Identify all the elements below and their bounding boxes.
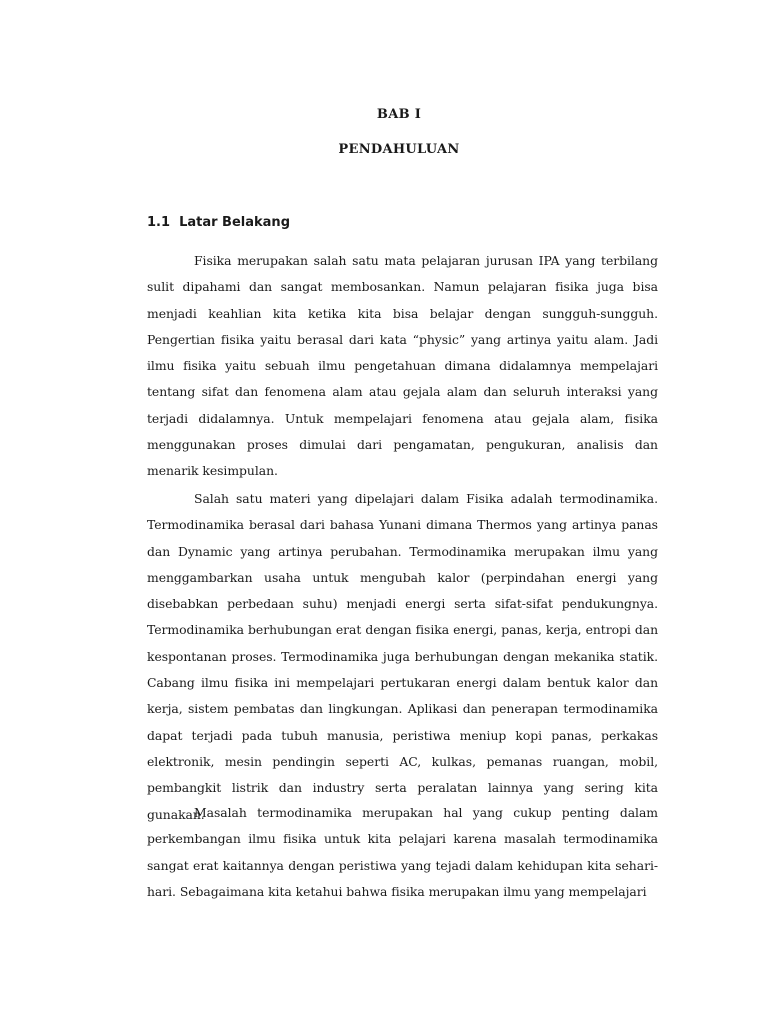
section-heading: 1.1 Latar Belakang	[147, 215, 290, 230]
paragraph-1: Fisika merupakan salah satu mata pelajaran jurusan IPA yang terbilang sulit dipahami dan sangat membosankan. Namun pelajaran fisika juga bisa menjadi keahlian kita ketika kita bisa belajar dengan sungguh-sungguh. Pengertian fisika yaitu berasal dari kata “physic” yang artinya yaitu alam. Jadi ilmu fisika yaitu sebuah ilmu pengetahuan dimana didalamnya mempelajari tentang sifat dan fenomena alam atau gejala alam dan seluruh interaksi yang terjadi didalamnya. Untuk mempelajari fenomena atau gejala alam, fisika menggunakan proses dimulai dari pengamatan, pengukuran, analisis dan menarik kesimpulan.	[147, 253, 658, 479]
paragraph-2: Salah satu materi yang dipelajari dalam Fisika adalah termodinamika. Termodinamika berasal dari bahasa Yunani dimana Thermos yang artinya panas dan Dynamic yang artinya perubahan. Termodinamika merupakan ilmu yang menggambarkan usaha untuk mengubah kalor (perpindahan energi yang disebabkan perbedaan suhu) menjadi energi serta sifat-sifat pendukungnya. Termodinamika berhubungan erat dengan fisika energi, panas, kerja, entropi dan kespontanan proses. Termodinamika juga berhubungan dengan mekanika statik. Cabang ilmu fisika ini mempelajari pertukaran energi dalam bentuk kalor dan kerja, sistem pembatas dan lingkungan. Aplikasi dan penerapan termodinamika dapat terjadi pada tubuh manusia, peristiwa meniup kopi panas, perkakas elektronik, mesin pendingin seperti AC, kulkas, pemanas ruangan, mobil, pembangkit listrik dan industry serta peralatan lainnya yang sering kita gunakan.	[147, 491, 658, 822]
paragraph-3: Masalah termodinamika merupakan hal yang cukup penting dalam perkembangan ilmu fisika untuk kita pelajari karena masalah termodinamika sangat erat kaitannya dengan peristiwa yang tejadi dalam kehidupan kita sehari-hari. Sebagaimana kita ketahui bahwa fisika merupakan ilmu yang mempelajari	[147, 805, 658, 899]
chapter-heading: BAB I	[376, 107, 422, 122]
chapter-title: PENDAHULUAN	[338, 142, 460, 157]
